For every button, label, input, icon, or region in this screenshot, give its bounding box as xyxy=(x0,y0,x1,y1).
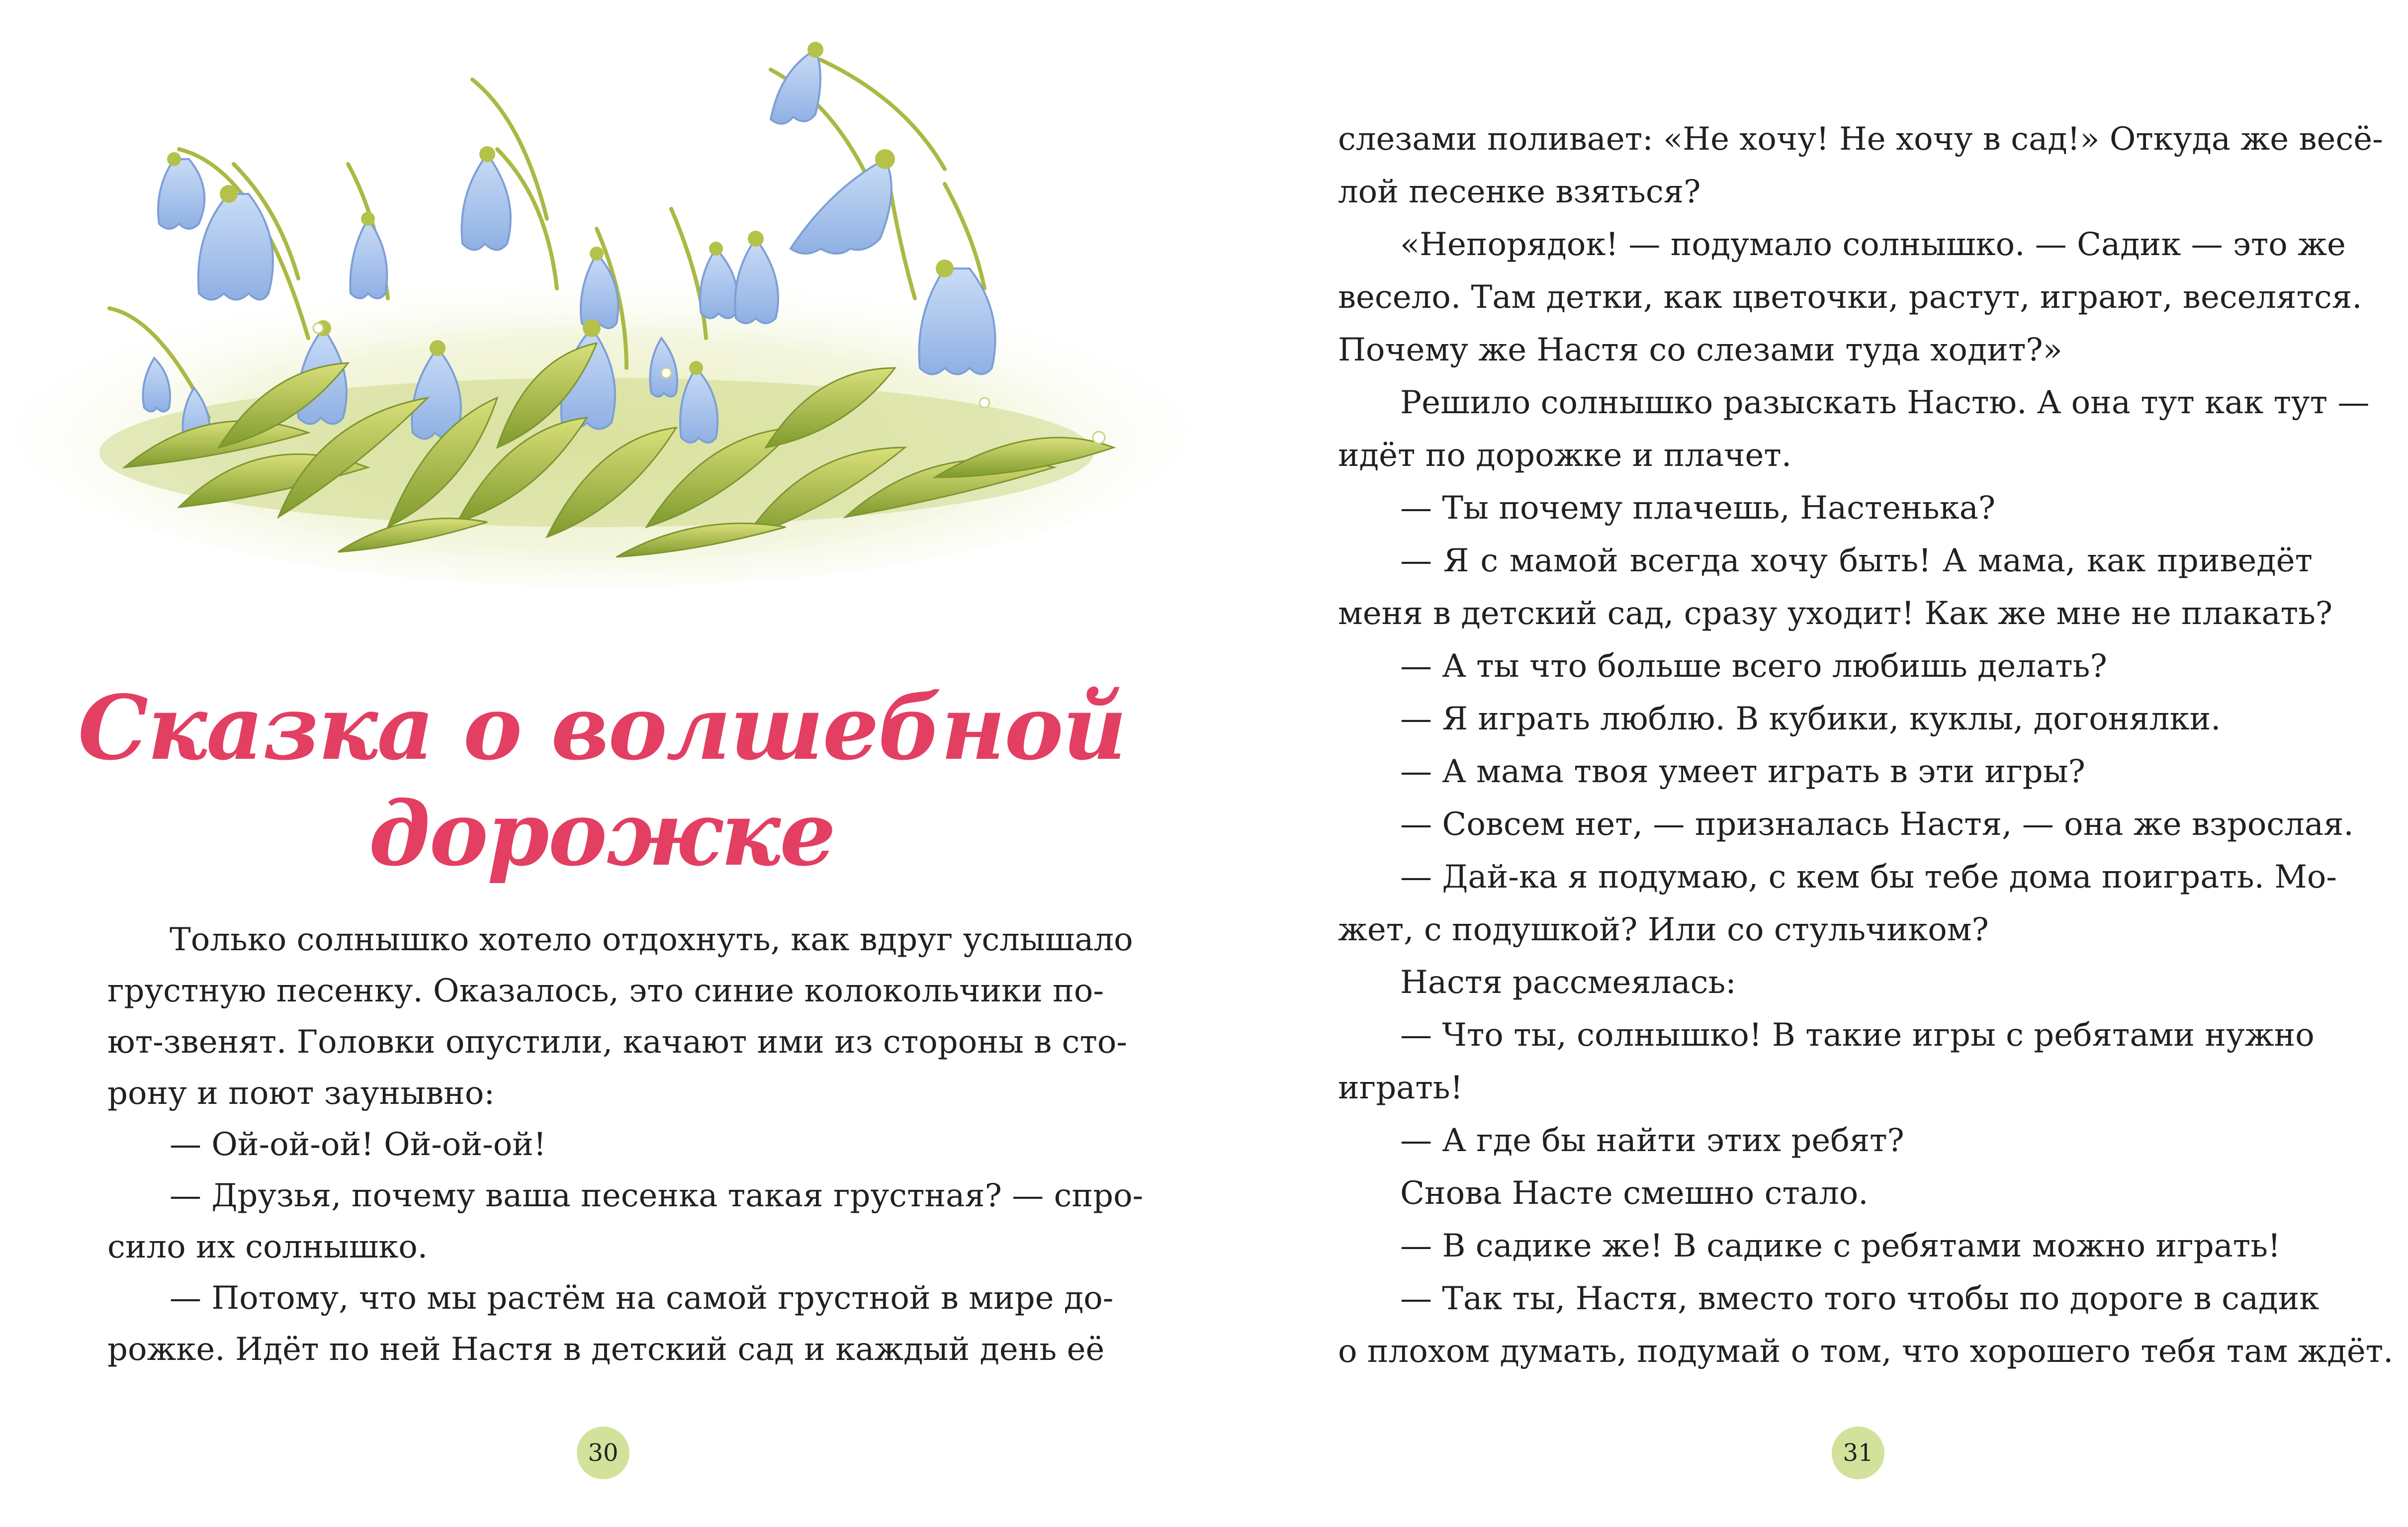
text-line: весело. Там детки, как цветочки, растут, играют, веселятся. xyxy=(1338,279,2362,316)
text-line: — Что ты, солнышко! В такие игры с ребятами нужно xyxy=(1400,1017,2315,1054)
text-line: — Я с мамой всегда хочу быть! А мама, как приведёт xyxy=(1400,542,2313,579)
text-line: — А ты что больше всего любишь делать? xyxy=(1400,648,2107,685)
text-line: рону и поют заунывно: xyxy=(107,1075,495,1112)
text-line: играть! xyxy=(1338,1070,1463,1106)
text-line: Почему же Настя со слезами туда ходит?» xyxy=(1338,332,2062,368)
text-line: меня в детский сад, сразу уходит! Как же мне не плакать? xyxy=(1338,595,2333,632)
text-line: — В садике же! В садике с ребятами можно играть! xyxy=(1400,1228,2281,1264)
text-line: жет, с подушкой? Или со стульчиком? xyxy=(1338,911,1989,948)
text-line: слезами поливает: «Не хочу! Не хочу в сад!» Откуда же весё- xyxy=(1338,121,2383,158)
text-line: грустную песенку. Оказалось, это синие колокольчики по- xyxy=(107,973,1104,1009)
text-line: Решило солнышко разыскать Настю. А она тут как тут — xyxy=(1400,384,2370,421)
text-line: лой песенке взяться? xyxy=(1338,174,1701,210)
text-line: — Друзья, почему ваша песенка такая грустная? — спро- xyxy=(170,1177,1144,1214)
bluebell-flowers-illustration xyxy=(0,20,1204,646)
text-line: о плохом думать, подумай о том, что хорошего тебя там ждёт. xyxy=(1338,1333,2394,1370)
text-line: рожке. Идёт по ней Настя в детский сад и каждый день её xyxy=(107,1331,1105,1368)
text-line: Настя рассмеялась: xyxy=(1400,964,1736,1001)
text-line: Только солнышко хотело отдохнуть, как вдруг услышало xyxy=(170,921,1133,958)
text-line: идёт по дорожке и плачет. xyxy=(1338,437,1792,474)
text-line: — А мама твоя умеет играть в эти игры? xyxy=(1400,753,2085,790)
story-title-line-1: Сказка о волшебной xyxy=(78,676,1126,780)
text-line: — А где бы найти этих ребят? xyxy=(1400,1122,1904,1159)
text-line: — Ой-ой-ой! Ой-ой-ой! xyxy=(170,1126,546,1163)
text-line: — Дай-ка я подумаю, с кем бы тебе дома поиграть. Мо- xyxy=(1400,859,2337,896)
text-line: — Я играть люблю. В кубики, куклы, догонялки. xyxy=(1400,701,2221,737)
text-line: Снова Насте смешно стало. xyxy=(1400,1175,1869,1212)
page-number-badge: 30 xyxy=(577,1427,629,1479)
story-title-line-2: дорожке xyxy=(368,782,835,886)
text-line: — Так ты, Настя, вместо того чтобы по дороге в садик xyxy=(1400,1280,2319,1317)
text-line: «Непорядок! — подумало солнышко. — Садик — это же xyxy=(1400,226,2346,263)
text-line: — Ты почему плачешь, Настенька? xyxy=(1400,490,1996,527)
text-line: ют-звенят. Головки опустили, качают ими из стороны в сто- xyxy=(107,1024,1127,1061)
text-line: сило их солнышко. xyxy=(107,1229,428,1265)
right-page xyxy=(1204,0,2408,1527)
text-line: — Потому, что мы растём на самой грустной в мире до- xyxy=(170,1280,1114,1317)
text-line: — Совсем нет, — призналась Настя, — она же взрослая. xyxy=(1400,806,2354,843)
page-number-badge: 31 xyxy=(1832,1427,1884,1479)
